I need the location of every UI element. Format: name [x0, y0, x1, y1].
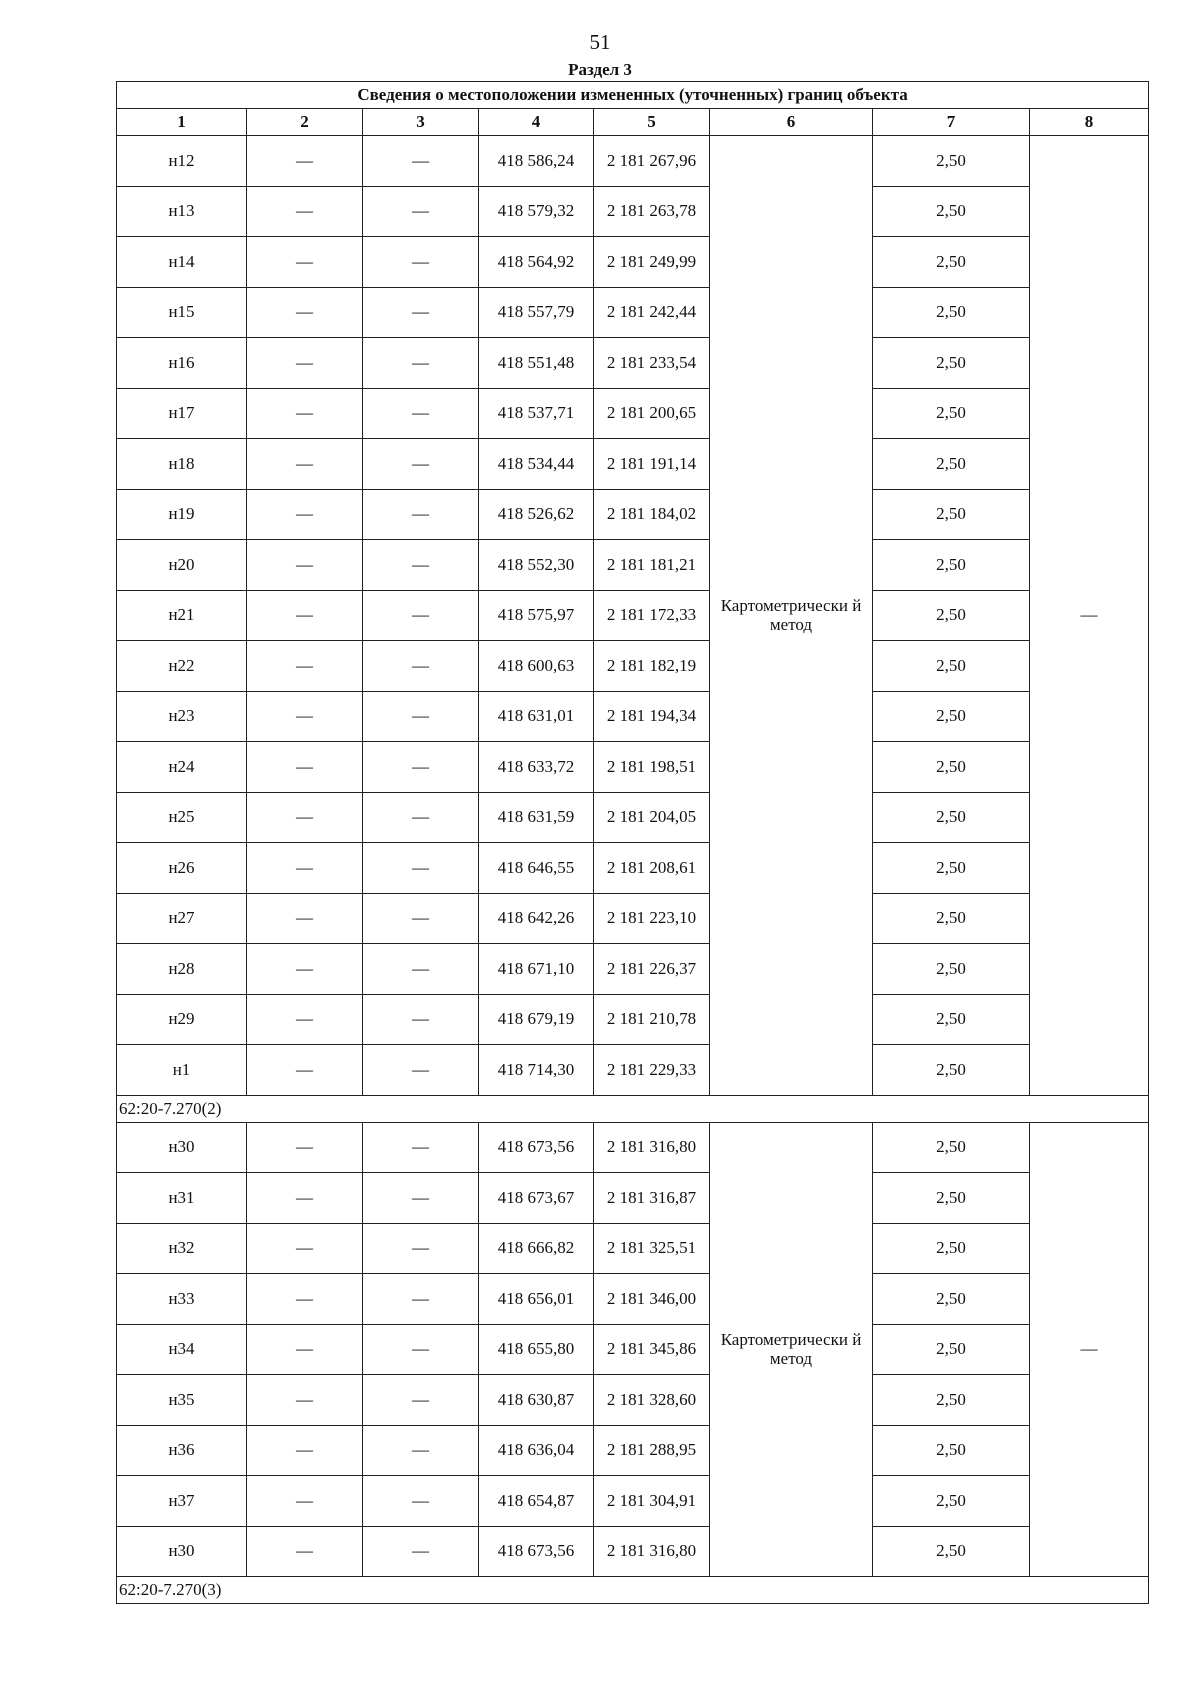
col3-cell: —	[363, 691, 479, 742]
point-id-cell: н20	[117, 540, 247, 591]
col3-cell: —	[363, 1526, 479, 1577]
col2-cell: —	[247, 1122, 363, 1173]
accuracy-cell: 2,50	[873, 338, 1030, 389]
x-coordinate-cell: 418 646,55	[479, 843, 594, 894]
table-row	[117, 994, 1149, 1045]
y-coordinate-cell: 2 181 210,78	[594, 994, 710, 1045]
point-id-cell: н37	[117, 1476, 247, 1527]
col3-cell: —	[363, 1173, 479, 1224]
accuracy-cell: 2,50	[873, 489, 1030, 540]
parcel-label-row	[117, 1095, 1149, 1122]
point-id-cell: н12	[117, 136, 247, 187]
table-row	[117, 1274, 1149, 1325]
accuracy-cell: 2,50	[873, 641, 1030, 692]
table-row	[117, 742, 1149, 793]
table-row	[117, 1476, 1149, 1527]
x-coordinate-cell: 418 656,01	[479, 1274, 594, 1325]
col2-cell: —	[247, 1324, 363, 1375]
accuracy-cell: 2,50	[873, 1526, 1030, 1577]
accuracy-cell: 2,50	[873, 1122, 1030, 1173]
x-coordinate-cell: 418 575,97	[479, 590, 594, 641]
y-coordinate-cell: 2 181 288,95	[594, 1425, 710, 1476]
point-id-cell: н28	[117, 944, 247, 995]
point-id-cell: н27	[117, 893, 247, 944]
x-coordinate-cell: 418 642,26	[479, 893, 594, 944]
x-coordinate-cell: 418 552,30	[479, 540, 594, 591]
table-row	[117, 944, 1149, 995]
point-id-cell: н22	[117, 641, 247, 692]
table-row	[117, 792, 1149, 843]
y-coordinate-cell: 2 181 226,37	[594, 944, 710, 995]
table-row	[117, 1223, 1149, 1274]
accuracy-cell: 2,50	[873, 792, 1030, 843]
point-id-cell: н29	[117, 994, 247, 1045]
col3-cell: —	[363, 641, 479, 692]
parcel-label: 62:20-7.270(2)	[117, 1095, 1149, 1122]
col3-cell: —	[363, 338, 479, 389]
accuracy-cell: 2,50	[873, 994, 1030, 1045]
x-coordinate-cell: 418 551,48	[479, 338, 594, 389]
y-coordinate-cell: 2 181 181,21	[594, 540, 710, 591]
col2-cell: —	[247, 439, 363, 490]
x-coordinate-cell: 418 654,87	[479, 1476, 594, 1527]
point-id-cell: н31	[117, 1173, 247, 1224]
x-coordinate-cell: 418 714,30	[479, 1045, 594, 1096]
point-id-cell: н13	[117, 186, 247, 237]
point-id-cell: н21	[117, 590, 247, 641]
col3-cell: —	[363, 1324, 479, 1375]
col2-cell: —	[247, 338, 363, 389]
table-row	[117, 1122, 1149, 1173]
table-row	[117, 237, 1149, 288]
table-row	[117, 186, 1149, 237]
col3-cell: —	[363, 439, 479, 490]
column-header: 5	[594, 109, 710, 136]
col2-cell: —	[247, 1526, 363, 1577]
col3-cell: —	[363, 136, 479, 187]
col3-cell: —	[363, 843, 479, 894]
table-row	[117, 287, 1149, 338]
x-coordinate-cell: 418 600,63	[479, 641, 594, 692]
col2-cell: —	[247, 944, 363, 995]
point-id-cell: н1	[117, 1045, 247, 1096]
accuracy-cell: 2,50	[873, 843, 1030, 894]
col3-cell: —	[363, 540, 479, 591]
table-row	[117, 136, 1149, 187]
y-coordinate-cell: 2 181 229,33	[594, 1045, 710, 1096]
x-coordinate-cell: 418 679,19	[479, 994, 594, 1045]
x-coordinate-cell: 418 673,67	[479, 1173, 594, 1224]
point-id-cell: н18	[117, 439, 247, 490]
x-coordinate-cell: 418 655,80	[479, 1324, 594, 1375]
point-id-cell: н19	[117, 489, 247, 540]
accuracy-cell: 2,50	[873, 1476, 1030, 1527]
y-coordinate-cell: 2 181 267,96	[594, 136, 710, 187]
col3-cell: —	[363, 1223, 479, 1274]
x-coordinate-cell: 418 673,56	[479, 1526, 594, 1577]
y-coordinate-cell: 2 181 328,60	[594, 1375, 710, 1426]
table-header-row	[117, 109, 1149, 136]
table-row	[117, 893, 1149, 944]
point-id-cell: н30	[117, 1526, 247, 1577]
method-cell: Картометрически й метод	[710, 136, 873, 1096]
accuracy-cell: 2,50	[873, 186, 1030, 237]
col3-cell: —	[363, 1425, 479, 1476]
col2-cell: —	[247, 237, 363, 288]
col3-cell: —	[363, 237, 479, 288]
y-coordinate-cell: 2 181 249,99	[594, 237, 710, 288]
col3-cell: —	[363, 590, 479, 641]
y-coordinate-cell: 2 181 172,33	[594, 590, 710, 641]
col2-cell: —	[247, 186, 363, 237]
col3-cell: —	[363, 1122, 479, 1173]
col2-cell: —	[247, 742, 363, 793]
table-row	[117, 843, 1149, 894]
point-id-cell: н33	[117, 1274, 247, 1325]
col3-cell: —	[363, 1476, 479, 1527]
accuracy-cell: 2,50	[873, 1173, 1030, 1224]
x-coordinate-cell: 418 673,56	[479, 1122, 594, 1173]
col3-cell: —	[363, 1375, 479, 1426]
table-title-row	[117, 82, 1149, 109]
x-coordinate-cell: 418 631,01	[479, 691, 594, 742]
point-id-cell: н26	[117, 843, 247, 894]
x-coordinate-cell: 418 537,71	[479, 388, 594, 439]
parcel-label: 62:20-7.270(3)	[117, 1577, 1149, 1604]
y-coordinate-cell: 2 181 184,02	[594, 489, 710, 540]
col2-cell: —	[247, 540, 363, 591]
accuracy-cell: 2,50	[873, 388, 1030, 439]
y-coordinate-cell: 2 181 316,80	[594, 1526, 710, 1577]
table-row	[117, 1173, 1149, 1224]
accuracy-cell: 2,50	[873, 944, 1030, 995]
y-coordinate-cell: 2 181 208,61	[594, 843, 710, 894]
col2-cell: —	[247, 843, 363, 894]
column-header: 1	[117, 109, 247, 136]
table-row	[117, 388, 1149, 439]
col3-cell: —	[363, 893, 479, 944]
table-row	[117, 641, 1149, 692]
col3-cell: —	[363, 1274, 479, 1325]
section-title: Раздел 3	[568, 60, 632, 79]
table-row	[117, 1375, 1149, 1426]
method-cell: Картометрически й метод	[710, 1122, 873, 1577]
page-number: 51	[589, 30, 611, 54]
accuracy-cell: 2,50	[873, 136, 1030, 187]
col3-cell: —	[363, 287, 479, 338]
column-header: 6	[710, 109, 873, 136]
table-row	[117, 1324, 1149, 1375]
col3-cell: —	[363, 944, 479, 995]
col2-cell: —	[247, 590, 363, 641]
x-coordinate-cell: 418 671,10	[479, 944, 594, 995]
y-coordinate-cell: 2 181 346,00	[594, 1274, 710, 1325]
column-header: 2	[247, 109, 363, 136]
x-coordinate-cell: 418 630,87	[479, 1375, 594, 1426]
col2-cell: —	[247, 388, 363, 439]
table-row	[117, 1526, 1149, 1577]
y-coordinate-cell: 2 181 198,51	[594, 742, 710, 793]
col2-cell: —	[247, 691, 363, 742]
col2-cell: —	[247, 287, 363, 338]
col2-cell: —	[247, 489, 363, 540]
col3-cell: —	[363, 742, 479, 793]
y-coordinate-cell: 2 181 263,78	[594, 186, 710, 237]
col3-cell: —	[363, 388, 479, 439]
col2-cell: —	[247, 1173, 363, 1224]
y-coordinate-cell: 2 181 316,80	[594, 1122, 710, 1173]
col2-cell: —	[247, 994, 363, 1045]
accuracy-cell: 2,50	[873, 1223, 1030, 1274]
table-row	[117, 489, 1149, 540]
column-header: 4	[479, 109, 594, 136]
col3-cell: —	[363, 792, 479, 843]
table-row	[117, 1425, 1149, 1476]
point-id-cell: н35	[117, 1375, 247, 1426]
y-coordinate-cell: 2 181 204,05	[594, 792, 710, 843]
col2-cell: —	[247, 641, 363, 692]
accuracy-cell: 2,50	[873, 742, 1030, 793]
col3-cell: —	[363, 1045, 479, 1096]
col2-cell: —	[247, 1375, 363, 1426]
point-id-cell: н30	[117, 1122, 247, 1173]
point-id-cell: н34	[117, 1324, 247, 1375]
x-coordinate-cell: 418 534,44	[479, 439, 594, 490]
y-coordinate-cell: 2 181 191,14	[594, 439, 710, 490]
col2-cell: —	[247, 1274, 363, 1325]
y-coordinate-cell: 2 181 223,10	[594, 893, 710, 944]
y-coordinate-cell: 2 181 304,91	[594, 1476, 710, 1527]
point-id-cell: н15	[117, 287, 247, 338]
table-row	[117, 439, 1149, 490]
col2-cell: —	[247, 893, 363, 944]
table-row	[117, 540, 1149, 591]
col2-cell: —	[247, 1476, 363, 1527]
col2-cell: —	[247, 136, 363, 187]
col8-cell: —	[1030, 136, 1149, 1096]
table-row	[117, 338, 1149, 389]
x-coordinate-cell: 418 586,24	[479, 136, 594, 187]
col2-cell: —	[247, 792, 363, 843]
point-id-cell: н23	[117, 691, 247, 742]
y-coordinate-cell: 2 181 233,54	[594, 338, 710, 389]
col3-cell: —	[363, 994, 479, 1045]
col3-cell: —	[363, 186, 479, 237]
point-id-cell: н25	[117, 792, 247, 843]
parcel-label-row	[117, 1577, 1149, 1604]
accuracy-cell: 2,50	[873, 590, 1030, 641]
table-row	[117, 1045, 1149, 1096]
accuracy-cell: 2,50	[873, 237, 1030, 288]
boundary-table	[116, 81, 1149, 1604]
point-id-cell: н17	[117, 388, 247, 439]
col2-cell: —	[247, 1425, 363, 1476]
x-coordinate-cell: 418 564,92	[479, 237, 594, 288]
x-coordinate-cell: 418 579,32	[479, 186, 594, 237]
accuracy-cell: 2,50	[873, 1274, 1030, 1325]
x-coordinate-cell: 418 633,72	[479, 742, 594, 793]
accuracy-cell: 2,50	[873, 1324, 1030, 1375]
column-header: 8	[1030, 109, 1149, 136]
point-id-cell: н14	[117, 237, 247, 288]
y-coordinate-cell: 2 181 200,65	[594, 388, 710, 439]
table-title: Сведения о местоположении измененных (уточненных) границ объекта	[117, 82, 1149, 109]
column-header: 3	[363, 109, 479, 136]
y-coordinate-cell: 2 181 316,87	[594, 1173, 710, 1224]
column-header: 7	[873, 109, 1030, 136]
y-coordinate-cell: 2 181 182,19	[594, 641, 710, 692]
x-coordinate-cell: 418 636,04	[479, 1425, 594, 1476]
y-coordinate-cell: 2 181 345,86	[594, 1324, 710, 1375]
accuracy-cell: 2,50	[873, 691, 1030, 742]
y-coordinate-cell: 2 181 242,44	[594, 287, 710, 338]
table-row	[117, 691, 1149, 742]
y-coordinate-cell: 2 181 325,51	[594, 1223, 710, 1274]
point-id-cell: н32	[117, 1223, 247, 1274]
x-coordinate-cell: 418 557,79	[479, 287, 594, 338]
x-coordinate-cell: 418 666,82	[479, 1223, 594, 1274]
x-coordinate-cell: 418 631,59	[479, 792, 594, 843]
point-id-cell: н16	[117, 338, 247, 389]
accuracy-cell: 2,50	[873, 1045, 1030, 1096]
table-row	[117, 590, 1149, 641]
point-id-cell: н36	[117, 1425, 247, 1476]
accuracy-cell: 2,50	[873, 287, 1030, 338]
col2-cell: —	[247, 1045, 363, 1096]
accuracy-cell: 2,50	[873, 439, 1030, 490]
x-coordinate-cell: 418 526,62	[479, 489, 594, 540]
point-id-cell: н24	[117, 742, 247, 793]
col8-cell: —	[1030, 1122, 1149, 1577]
accuracy-cell: 2,50	[873, 540, 1030, 591]
col3-cell: —	[363, 489, 479, 540]
accuracy-cell: 2,50	[873, 1425, 1030, 1476]
col2-cell: —	[247, 1223, 363, 1274]
accuracy-cell: 2,50	[873, 893, 1030, 944]
accuracy-cell: 2,50	[873, 1375, 1030, 1426]
y-coordinate-cell: 2 181 194,34	[594, 691, 710, 742]
